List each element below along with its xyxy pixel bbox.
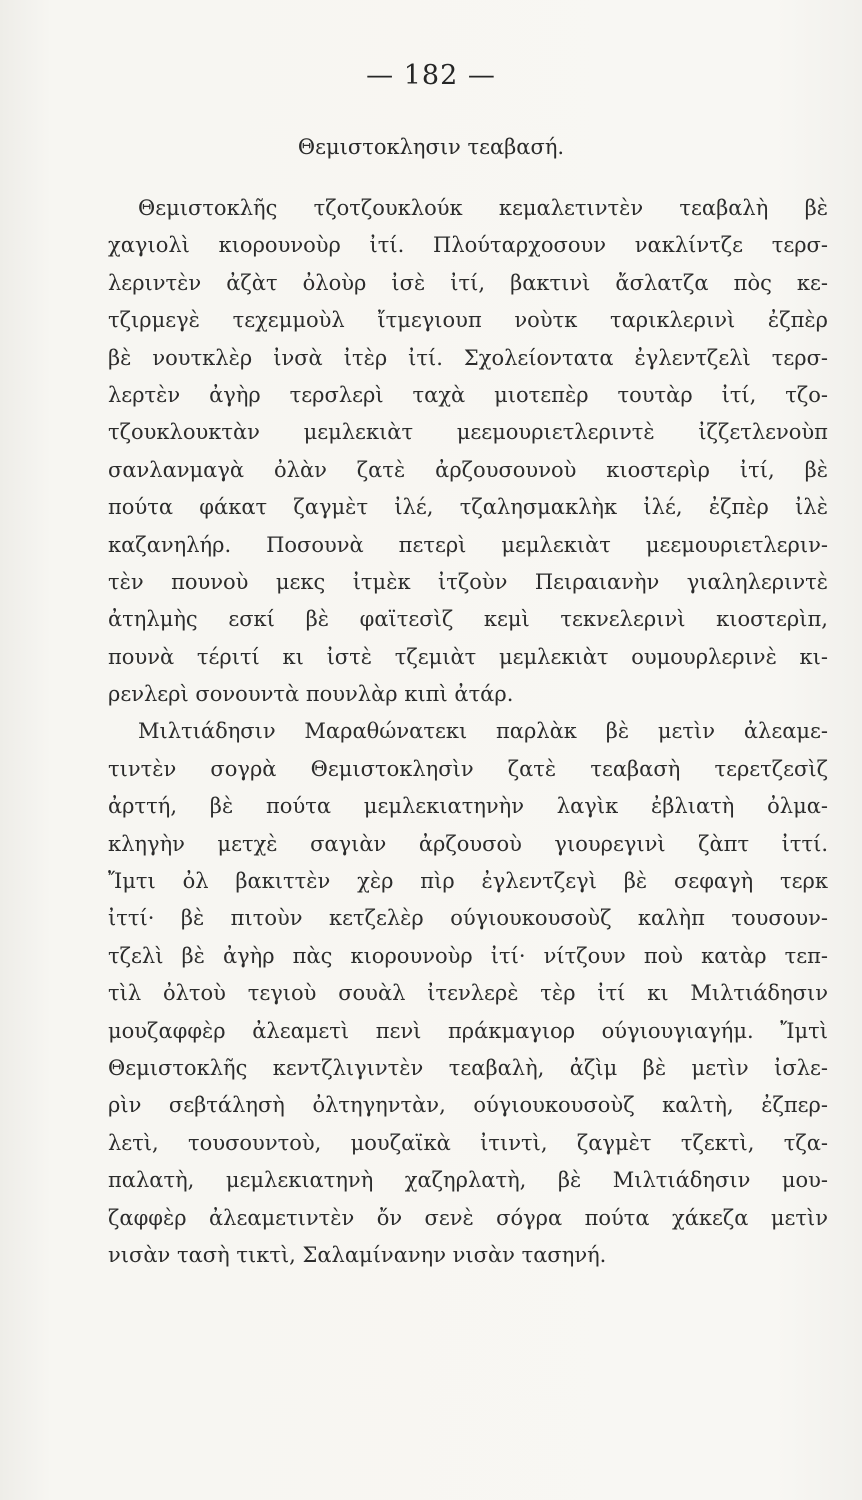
text-line: ζαφφὲρ ἀλεαμετιντὲν ὄν σενὲ σόγρα πούτα χάκεζα μετὶν [108, 1205, 828, 1230]
text-line: πουνὰ τέριτί κι ἰστὲ τζεμιὰτ μεμλεκιὰτ ουμουρλερινὲ κι- [108, 644, 828, 669]
body-text [108, 190, 828, 1274]
text-line: τιντὲν σογρὰ Θεμιστοκλησὶν ζατὲ τεαβασὴ τερετζεσὶζ [108, 756, 828, 781]
text-line: ἰττί· βὲ πιτοὺν κετζελὲρ ούγιουκουσοὺζ καλὴπ τουσουν- [108, 906, 828, 931]
text-line: λερτὲν ἀγὴρ τερσλερὶ ταχὰ μιοτεπὲρ τουτὰρ ἰτί, τζο- [108, 382, 828, 407]
page-number: — 182 — [366, 60, 496, 91]
text-line: ρὶν σεβτάλησὴ ὀλτηγηντὰν, ούγιουκουσοὺζ καλτὴ, ἐζπερ- [108, 1093, 828, 1118]
section-heading: Θεμιστοκλησιν τεαβασή. [297, 135, 565, 159]
text-line: τζουκλουκτὰν μεμλεκιὰτ μεεμουριετλεριντὲ ἰζζετλενοὺπ [108, 420, 828, 445]
text-line: ἀτηλμὴς εσκί βὲ φαϊτεσὶζ κεμὶ τεκνελερινὶ κιοστερὶπ, [108, 607, 828, 632]
text-line: τζελὶ βὲ ἀγὴρ πὰς κιορουνοὺρ ἰτί· νίτζουν ποὺ κατὰρ τεπ- [108, 943, 828, 968]
text-line: λεριντὲν ἀζὰτ ὀλοὺρ ἰσὲ ἰτί, βακτινὶ ἄσλατζα πὸς κε- [108, 270, 828, 295]
text-line: πούτα φάκατ ζαγμὲτ ἰλέ, τζαλησμακλὴκ ἰλέ, ἐζπὲρ ἰλὲ [108, 495, 828, 520]
text-line: Ἴμτι ὀλ βακιττὲν χὲρ πὶρ ἐγλεντζεγὶ βὲ σεφαγὴ τερκ [108, 869, 828, 894]
text-line: ρενλερὶ σονουντὰ πουνλὰρ κιπὶ ἀτάρ. [108, 682, 514, 707]
text-line: καζανηλήρ. Ποσουνὰ πετερὶ μεμλεκιὰτ μεεμουριετλεριν- [108, 532, 828, 557]
text-line: τὲν πουνοὺ μεκς ἰτμὲκ ἰτζοὺν Πειραιανὴν γιαληλεριντὲ [108, 569, 828, 594]
text-line: κληγὴν μετχὲ σαγιὰν ἀρζουσοὺ γιουρεγινὶ ζὰπτ ἰττί. [108, 831, 828, 856]
text-line: σανλανμαγὰ ὀλὰν ζατὲ ἀρζουσουνοὺ κιοστερὶρ ἰτί, βὲ [108, 457, 828, 482]
text-line: βὲ νουτκλὲρ ἰνσὰ ἰτὲρ ἰτί. Σχολείοντατα ἐγλεντζελὶ τερσ- [108, 345, 828, 370]
text-line: νισὰν τασὴ τικτὶ, Σαλαμίνανην νισὰν τασηνή. [108, 1242, 607, 1267]
text-line: Μιλτιάδησιν Μαραθώνατεκι παρλὰκ βὲ μετὶν ἀλεαμε- [138, 719, 828, 744]
text-line: λετὶ, τουσουντοὺ, μουζαϊκὰ ἰτιντὶ, ζαγμὲτ τζεκτὶ, τζα- [108, 1130, 828, 1155]
text-line: τζιρμεγὲ τεχεμμοὺλ ἴτμεγιουπ νοὺτκ ταρικλερινὶ ἐζπὲρ [108, 308, 828, 333]
text-line: Θεμιστοκλῆς κεντζλιγιντὲν τεαβαλὴ, ἀζὶμ βὲ μετὶν ἰσλε- [108, 1055, 828, 1080]
text-line: μουζαφφὲρ ἀλεαμετὶ πενὶ πράκμαγιορ ούγιουγιαγήμ. Ἴμτὶ [108, 1018, 828, 1043]
text-line: χαγιολὶ κιορουνοὺρ ἰτί. Πλούταρχοσουν νακλίντζε τερσ- [108, 233, 828, 258]
text-line: παλατὴ, μεμλεκιατηνὴ χαζηρλατὴ, βὲ Μιλτιάδησιν μου- [108, 1168, 828, 1193]
text-line: τὶλ ὀλτοὺ τεγιοὺ σουὰλ ἰτενλερὲ τὲρ ἰτί κι Μιλτιάδησιν [108, 981, 828, 1006]
text-line: ἀρττή, βὲ πούτα μεμλεκιατηνὴν λαγὶκ ἐβλιατὴ ὀλμα- [108, 794, 828, 819]
text-line: Θεμιστοκλῆς τζοτζουκλούκ κεμαλετιντὲν τεαβαλὴ βὲ [138, 196, 828, 220]
